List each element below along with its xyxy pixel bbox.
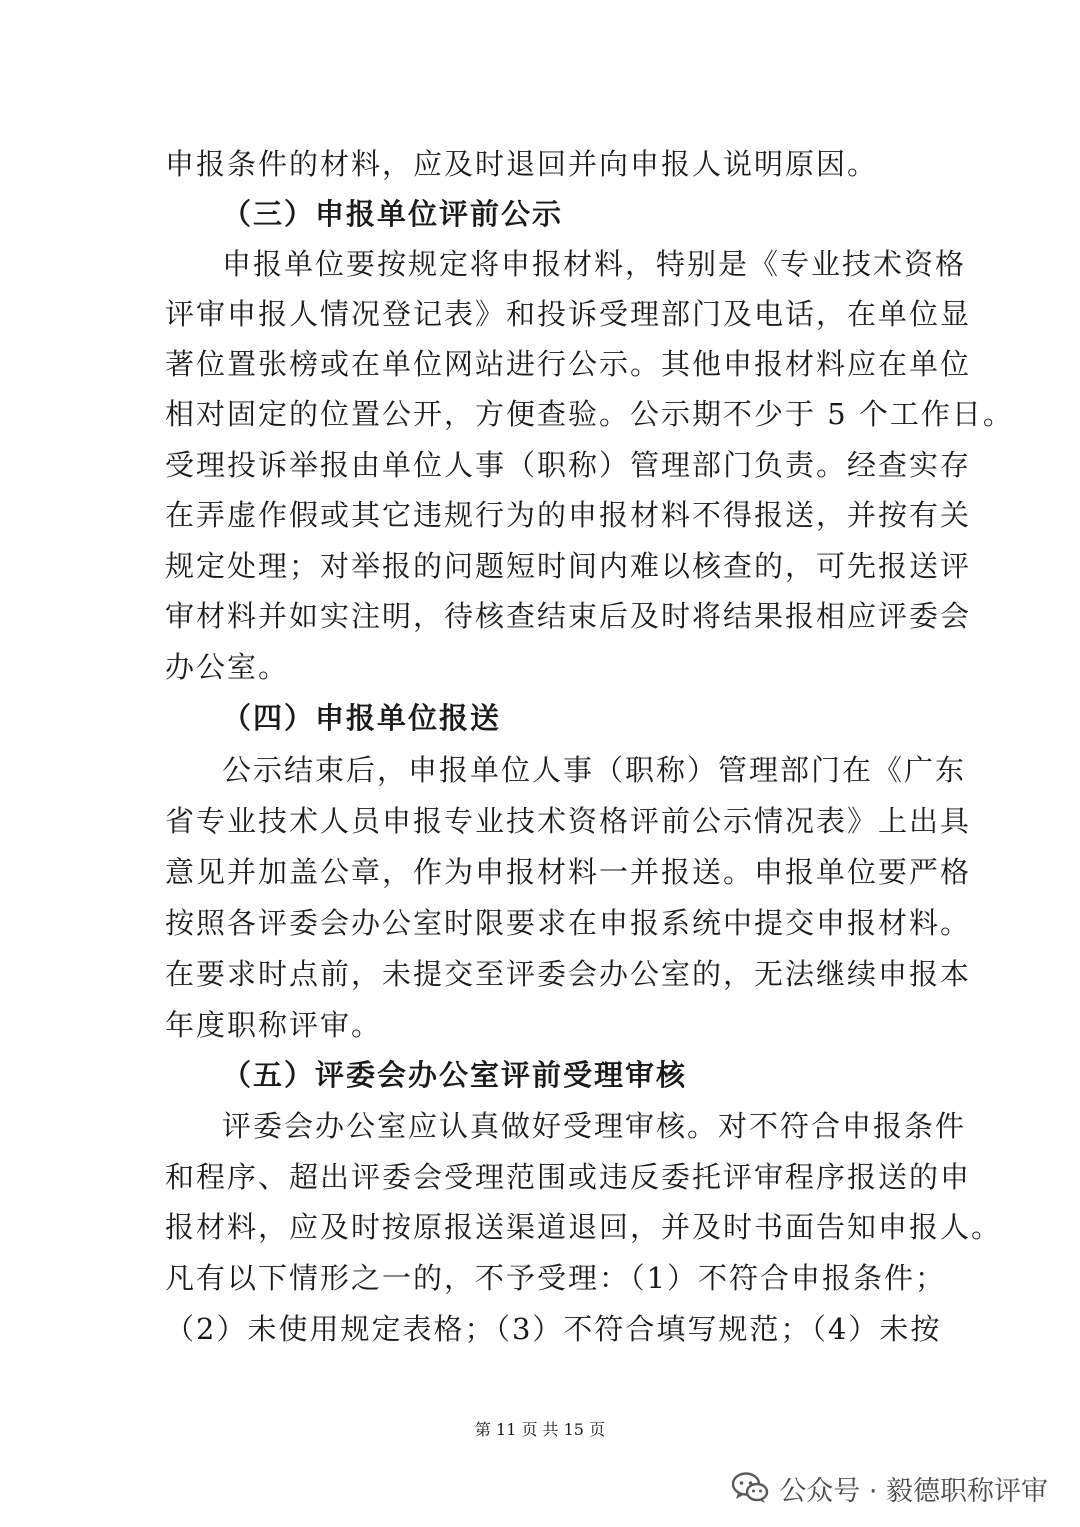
text-line-16: 按照各评委会办公室时限要求在申报系统中提交申报材料。 bbox=[165, 906, 972, 940]
text-line-20: 评委会办公室应认真做好受理审核。对不符合申报条件 bbox=[222, 1109, 967, 1143]
text-line-23: 凡有以下情形之一的，不予受理：（1）不符合申报条件； bbox=[165, 1261, 946, 1295]
text-line-4: 评审申报人情况登记表》和投诉受理部门及电话，在单位显 bbox=[165, 297, 972, 331]
text-line-5: 著位置张榜或在单位网站进行公示。其他申报材料应在单位 bbox=[165, 347, 972, 381]
text-line-10: 审材料并如实注明，待核查结束后及时将结果报相应评委会 bbox=[165, 599, 972, 633]
section-heading-3: （三）申报单位评前公示 bbox=[222, 197, 564, 231]
text-line-11: 办公室。 bbox=[165, 650, 290, 684]
text-line-22: 报材料，应及时按原报送渠道退回，并及时书面告知申报人。 bbox=[165, 1210, 1003, 1244]
text-line-6: 相对固定的位置公开，方便查验。公示期不少于 5 个工作日。 bbox=[165, 397, 1014, 431]
text-line-1: 申报条件的材料，应及时退回并向申报人说明原因。 bbox=[165, 147, 879, 181]
watermark-text: 公众号 · 毅德职称评审 bbox=[779, 1475, 1048, 1507]
text-line-18: 年度职称评审。 bbox=[165, 1008, 383, 1042]
text-line-3: 申报单位要按规定将申报材料，特别是《专业技术资格 bbox=[222, 247, 967, 281]
text-line-7: 受理投诉举报由单位人事（职称）管理部门负责。经查实存 bbox=[165, 448, 972, 482]
section-heading-5: （五）评委会办公室评前受理审核 bbox=[222, 1058, 688, 1092]
text-line-15: 意见并加盖公章，作为申报材料一并报送。申报单位要严格 bbox=[165, 855, 972, 889]
text-line-14: 省专业技术人员申报专业技术资格评前公示情况表》上出具 bbox=[165, 804, 972, 838]
page-number-footer: 第 11 页 共 15 页 bbox=[474, 1420, 606, 1439]
text-line-17: 在要求时点前，未提交至评委会办公室的，无法继续申报本 bbox=[165, 957, 972, 991]
text-line-9: 规定处理；对举报的问题短时间内难以核查的，可先报送评 bbox=[165, 549, 972, 583]
text-line-13: 公示结束后，申报单位人事（职称）管理部门在《广东 bbox=[222, 753, 967, 787]
text-line-24: （2）未使用规定表格；（3）不符合填写规范；（4）未按 bbox=[165, 1312, 942, 1346]
section-heading-4: （四）申报单位报送 bbox=[222, 701, 502, 735]
text-line-21: 和程序、超出评委会受理范围或违反委托评审程序报送的申 bbox=[165, 1160, 972, 1194]
wechat-watermark bbox=[731, 1468, 1048, 1508]
text-line-8: 在弄虚作假或其它违规行为的申报材料不得报送，并按有关 bbox=[165, 498, 972, 532]
wechat-icon bbox=[731, 1471, 769, 1505]
